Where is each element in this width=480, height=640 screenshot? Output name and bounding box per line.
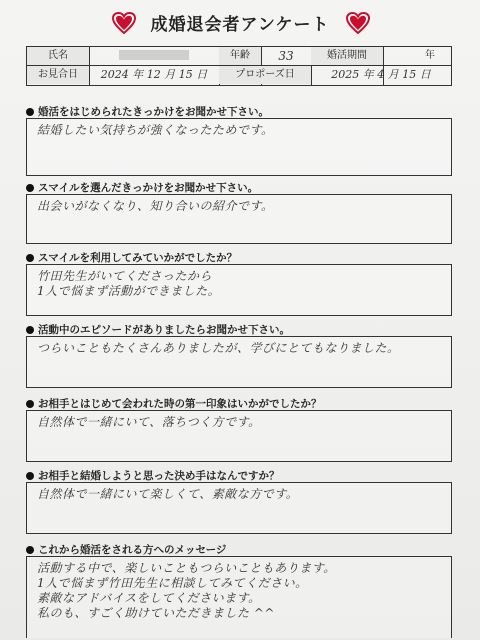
meeting-date: 2024 年 12 月 15 日 — [100, 68, 208, 81]
question-4: 活動中のエピソードがありましたらお聞かせ下さい。 — [26, 322, 290, 337]
answer-box-4 — [26, 336, 452, 388]
answer-box-6 — [26, 482, 452, 534]
name-field — [89, 47, 219, 65]
answer-box-2 — [26, 194, 452, 244]
answer-line: 私のも、すごく助けていただきました ^^ — [37, 606, 275, 620]
answer-line: 自然体で一緒にいて、落ちつく方です。 — [37, 415, 261, 429]
answer-line: 素敵なアドバイスをしてくださいます。 — [37, 591, 261, 605]
period-label: 婚活期間 — [311, 47, 383, 65]
question-6: お相手と結婚しようと思った決め手はなんですか？ — [26, 468, 280, 483]
answer-line: 竹田先生がいてくださったから — [37, 269, 213, 283]
redacted-name — [119, 50, 189, 60]
question-3: スマイルを利用してみていかがでしたか？ — [26, 250, 237, 265]
page-title: 成婚退会者アンケート — [150, 15, 330, 35]
answer-line: 1人で悩まず竹田先生に相談してみてください。 — [37, 576, 308, 590]
answer-line: 1人で悩まず活動ができました。 — [37, 284, 221, 298]
name-label: 氏名 — [27, 47, 89, 65]
answer-box-1 — [26, 118, 452, 176]
age-label: 年齢 — [219, 47, 261, 65]
period-unit: 年 — [425, 50, 435, 61]
age-value: 33 — [278, 49, 294, 63]
answer-line: 活動する中で、楽しいこともつらいこともあります。 — [37, 561, 336, 575]
question-1: 婚活をはじめられたきっかけをお聞かせ下さい。 — [26, 104, 269, 119]
answer-line: 結婚したい気持ちが強くなったためです。 — [37, 123, 274, 137]
heart-icon — [346, 12, 370, 34]
question-2: スマイルを選んだきっかけをお聞かせ下さい。 — [26, 180, 258, 195]
answer-box-7 — [26, 556, 452, 638]
proposal-label: プロポーズ日 — [219, 66, 311, 84]
answer-line: 自然体で一緒にいて楽しくて、素敵な方です。 — [37, 487, 299, 501]
info-table — [26, 46, 452, 86]
proposal-date: 2025 年 4 月 15 日 — [331, 68, 431, 81]
meeting-label: お見合日 — [27, 66, 89, 84]
answer-line: つらいこともたくさんありましたが、学びにとてもなりました。 — [37, 341, 400, 355]
question-7: これから婚活をされる方へのメッセージ — [26, 542, 226, 557]
answer-box-3 — [26, 264, 452, 316]
question-5: お相手とはじめて会われた時の第一印象はいかがでしたか？ — [26, 396, 322, 411]
answer-line: 出会いがなくなり、知り合いの紹介です。 — [37, 199, 274, 213]
answer-box-5 — [26, 410, 452, 462]
